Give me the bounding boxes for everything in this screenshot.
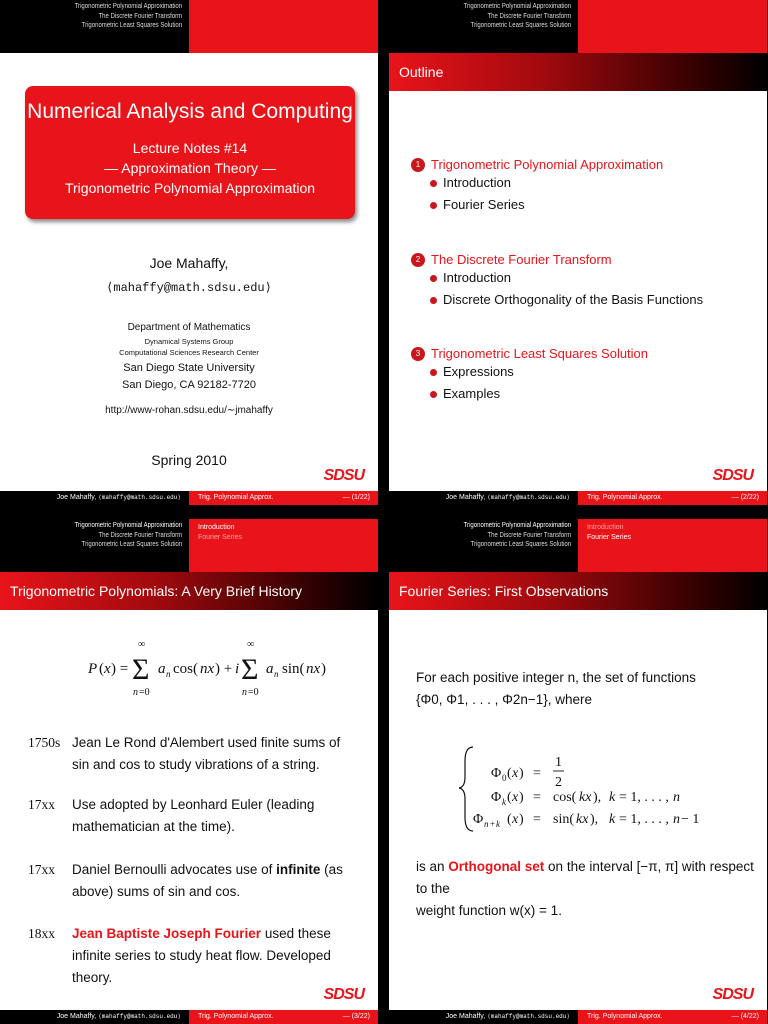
svg-text:nx: nx: [306, 661, 321, 677]
outline-section-title[interactable]: Trigonometric Polynomial Approximation: [431, 157, 664, 173]
svg-text:− 1: − 1: [681, 812, 700, 827]
header-subsections: [578, 519, 767, 572]
header-sections: [389, 0, 578, 53]
outline-section-1: [411, 156, 663, 216]
date: Spring 2010: [151, 452, 227, 468]
university: San Diego State University: [123, 362, 255, 374]
footer-title: Trig. Polynomial Approx.: [198, 494, 274, 501]
svg-text:): ): [321, 661, 326, 677]
sdsu-logo: SDSU: [323, 986, 364, 1003]
svg-text:k: k: [502, 797, 506, 807]
svg-text:) +: ) +: [215, 661, 233, 677]
intro-line-2: {Φ0, Φ1, . . . , Φ2n−1}, where: [416, 692, 593, 707]
svg-text:k: k: [609, 790, 616, 805]
section-number-badge: 1: [411, 158, 425, 172]
bullet-icon: [430, 391, 437, 398]
svg-text:cos(: cos(: [553, 790, 577, 805]
svg-text:),: ),: [593, 790, 602, 805]
history-text: Use adopted by Leonhard Euler (leading mathematician at the time).: [72, 797, 315, 834]
svg-text:+: +: [490, 819, 496, 829]
slide-1: [0, 0, 378, 505]
svg-text:n: n: [673, 812, 680, 827]
paragraph-intro: [416, 667, 696, 711]
svg-text:Σ: Σ: [132, 653, 150, 686]
header-subsections: [578, 0, 767, 53]
history-year: 1750s: [28, 735, 61, 750]
footer: [389, 1010, 767, 1024]
svg-text:(: (: [507, 790, 512, 805]
outline-item[interactable]: Discrete Orthogonality of the Basis Functions: [430, 289, 703, 311]
svg-text:=: =: [533, 812, 541, 827]
svg-text:0: 0: [502, 773, 507, 783]
header-subsection-fourier[interactable]: Fourier Series: [198, 533, 242, 541]
research-group: Dynamical Systems Group: [144, 337, 234, 346]
svg-text:= 1, . . . ,: = 1, . . . ,: [619, 812, 669, 827]
svg-text:): ): [519, 766, 524, 781]
orthogonal-set-term: Orthogonal set: [448, 859, 545, 874]
bullet-icon: [430, 369, 437, 376]
svg-text:= 1, . . . ,: = 1, . . . ,: [619, 790, 669, 805]
svg-text:Φ: Φ: [491, 790, 502, 805]
lecture-subtitle: Trigonometric Polynomial Approximation: [64, 180, 316, 196]
author-email[interactable]: ⟨mahaffy@math.sdsu.edu⟩: [106, 281, 272, 295]
svg-text:1: 1: [555, 755, 562, 770]
formula-sin-term: [282, 635, 362, 705]
outline-section-title[interactable]: Trigonometric Least Squares Solution: [431, 346, 649, 362]
header-sections: [389, 519, 578, 572]
bullet-icon: [430, 275, 437, 282]
history-year: 17xx: [28, 862, 55, 877]
history-year: 17xx: [28, 797, 55, 812]
header-subsections: [189, 519, 378, 572]
svg-text:n: n: [484, 819, 489, 829]
header-sections: [0, 0, 189, 53]
intro-line-1: For each positive integer n, the set of functions: [416, 670, 696, 685]
svg-text:(: (: [507, 766, 512, 781]
outline-section-3: [411, 345, 648, 405]
department: Department of Mathematics: [127, 322, 251, 333]
svg-text:k: k: [609, 812, 616, 827]
svg-text:n: n: [673, 790, 680, 805]
page-number: — (3/22): [342, 1013, 370, 1020]
lecture-number: Lecture Notes #14: [132, 140, 248, 156]
header-subsection-fourier[interactable]: Fourier Series: [587, 533, 631, 541]
svg-text:): ): [519, 790, 524, 805]
slide-3: [0, 519, 378, 1024]
footer-title: Trig. Polynomial Approx.: [587, 1013, 663, 1020]
footer-author: Joe Mahaffy,: [56, 494, 97, 501]
outline-item[interactable]: Examples: [430, 383, 648, 405]
slide-title: Trigonometric Polynomials: A Very Brief History: [0, 572, 378, 610]
bullet-icon: [430, 297, 437, 304]
history-text: Jean Le Rond d'Alembert used finite sums of sin and cos to study vibrations of a string.: [72, 735, 341, 772]
orthogonal-line-1: is an Orthogonal set on the interval [−π, π] with respect to the: [416, 859, 754, 896]
footer-author: Joe Mahaffy,: [445, 1013, 486, 1020]
svg-text:cos(: cos(: [173, 661, 198, 677]
outline-item[interactable]: Introduction: [430, 172, 663, 194]
header-subsections: [189, 0, 378, 53]
outline-section-title[interactable]: The Discrete Fourier Transform: [431, 252, 612, 268]
lecture-topic: — Approximation Theory —: [104, 160, 276, 176]
svg-text:(: (: [99, 661, 104, 677]
svg-text:Φ: Φ: [473, 812, 484, 827]
svg-text:n: n: [166, 669, 171, 679]
svg-text:x: x: [512, 812, 519, 827]
svg-text:),: ),: [590, 812, 599, 827]
bullet-icon: [430, 202, 437, 209]
slide-2: [389, 0, 767, 505]
bullet-icon: [430, 180, 437, 187]
svg-text:i: i: [235, 661, 240, 677]
paragraph-orthogonal: [416, 856, 767, 922]
footer: [0, 1010, 378, 1024]
footer: [389, 491, 767, 505]
header-section-3[interactable]: Trigonometric Least Squares Solution: [81, 22, 183, 29]
svg-text:∞: ∞: [247, 639, 255, 650]
header-section-3[interactable]: Trigonometric Least Squares Solution: [470, 541, 572, 548]
outline-section-2: [411, 251, 703, 311]
slide-title: Fourier Series: First Observations: [389, 572, 767, 610]
svg-text:x: x: [512, 790, 519, 805]
orthogonal-line-2: weight function w(x) = 1.: [416, 903, 562, 918]
svg-text:=: =: [533, 790, 541, 805]
svg-text:Σ: Σ: [241, 653, 259, 686]
header-section-1[interactable]: Trigonometric Polynomial Approximation: [74, 522, 183, 529]
footer-email: ⟨mahaffy@math.sdsu.edu⟩: [487, 1013, 570, 1020]
svg-text:k: k: [496, 819, 500, 829]
history-year: 18xx: [28, 926, 55, 941]
homepage-url[interactable]: http://www-rohan.sdsu.edu/∼jmahaffy: [105, 405, 273, 416]
svg-text:x: x: [104, 661, 111, 677]
footer-author: Joe Mahaffy,: [445, 494, 486, 501]
svg-text:kx: kx: [579, 790, 592, 805]
svg-text:=0: =0: [139, 687, 150, 698]
header-section-2[interactable]: The Discrete Fourier Transform: [98, 12, 183, 20]
formula-phi-system: [459, 741, 709, 836]
svg-text:a: a: [266, 661, 274, 677]
footer-email: ⟨mahaffy@math.sdsu.edu⟩: [98, 494, 181, 501]
svg-text:2: 2: [555, 775, 562, 790]
svg-text:nx: nx: [200, 661, 215, 677]
sdsu-logo: SDSU: [323, 467, 364, 484]
author-name: Joe Mahaffy,: [149, 255, 229, 271]
svg-text:=: =: [533, 766, 541, 781]
svg-text:): ): [519, 812, 524, 827]
svg-text:x: x: [512, 766, 519, 781]
outline-item[interactable]: Fourier Series: [430, 194, 663, 216]
header-section-2[interactable]: The Discrete Fourier Transform: [487, 531, 572, 539]
history-text: Jean Baptiste Joseph Fourier used these infinite series to study heat flow. Developed theory.: [72, 926, 331, 985]
svg-text:) =: ) =: [111, 661, 129, 677]
footer-title: Trig. Polynomial Approx.: [198, 1013, 274, 1020]
header-section-3[interactable]: Trigonometric Least Squares Solution: [81, 541, 183, 548]
header-section-2[interactable]: The Discrete Fourier Transform: [98, 531, 183, 539]
footer: [0, 491, 378, 505]
header-section-1[interactable]: Trigonometric Polynomial Approximation: [463, 3, 572, 10]
svg-text:Φ: Φ: [491, 766, 502, 781]
svg-text:n: n: [133, 687, 138, 698]
page-number: — (2/22): [731, 494, 759, 501]
sdsu-logo: SDSU: [712, 467, 753, 484]
outline-item[interactable]: Introduction: [430, 267, 703, 289]
slide-4: [389, 519, 767, 1024]
header-subsection-introduction[interactable]: Introduction: [198, 524, 235, 531]
history-entry: [28, 732, 360, 776]
svg-text:(: (: [507, 812, 512, 827]
svg-text:n: n: [242, 687, 247, 698]
header-section-2[interactable]: The Discrete Fourier Transform: [487, 12, 572, 20]
footer-title: Trig. Polynomial Approx.: [587, 494, 663, 501]
section-number-badge: 2: [411, 253, 425, 267]
outline-item[interactable]: Expressions: [430, 361, 648, 383]
header-section-1[interactable]: Trigonometric Polynomial Approximation: [74, 3, 183, 10]
city-address: San Diego, CA 92182-7720: [122, 379, 256, 391]
history-entry: [28, 923, 360, 989]
footer-email: ⟨mahaffy@math.sdsu.edu⟩: [487, 494, 570, 501]
header-subsection-introduction[interactable]: Introduction: [587, 524, 624, 531]
svg-text:sin(: sin(: [553, 812, 574, 827]
footer-email: ⟨mahaffy@math.sdsu.edu⟩: [98, 1013, 181, 1020]
section-number-badge: 3: [411, 347, 425, 361]
svg-text:P: P: [88, 661, 98, 677]
page-number: — (1/22): [342, 494, 370, 501]
research-center: Computational Sciences Research Center: [119, 348, 259, 357]
svg-text:n: n: [274, 669, 279, 679]
footer-author: Joe Mahaffy,: [56, 1013, 97, 1020]
page-number: — (4/22): [731, 1013, 759, 1020]
header-section-3[interactable]: Trigonometric Least Squares Solution: [470, 22, 572, 29]
sdsu-logo: SDSU: [712, 986, 753, 1003]
slide-title: Outline: [389, 53, 767, 91]
presentation-title: Numerical Analysis and Computing: [27, 100, 353, 123]
history-entry: [28, 794, 360, 838]
svg-text:=0: =0: [248, 687, 259, 698]
svg-text:sin(: sin(: [282, 661, 305, 677]
svg-text:a: a: [158, 661, 166, 677]
header-section-1[interactable]: Trigonometric Polynomial Approximation: [463, 522, 572, 529]
title-box: [25, 86, 355, 219]
history-entry: [28, 859, 360, 903]
history-text: Daniel Bernoulli advocates use of infinite (as above) sums of sin and cos.: [72, 862, 343, 899]
svg-text:kx: kx: [576, 812, 589, 827]
header-sections: [0, 519, 189, 572]
formula-p-of-x: [80, 635, 310, 705]
svg-text:∞: ∞: [138, 639, 146, 650]
